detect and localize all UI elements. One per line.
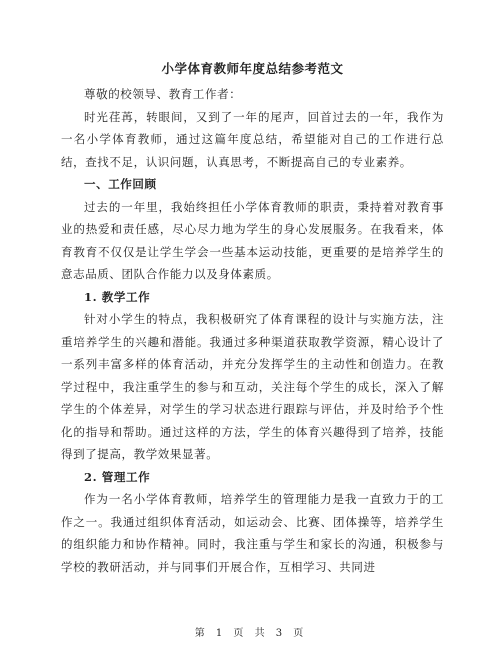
- salutation: 尊敬的校领导、教育工作者：: [84, 87, 242, 101]
- section-paragraph-work-review: 过去的一年里，我始终担任小学体育教师的职责，秉持着对教育事业的热爱和责任感，尽心尽力地为学生的身心发展服务。在我看来，体育教育不仅仅是让学生学会一些基本运动技能，更重要的是培养学生的意志品质、团队合作能力以及身体素质。: [61, 199, 444, 281]
- subsection-heading-teaching: 1. 教学工作: [84, 289, 151, 304]
- subsection-paragraph-management: 作为一名小学体育教师，培养学生的管理能力是我一直致力于的工作之一。我通过组织体育活动，如运动会、比赛、团体操等，培养学生的组织能力和协作精神。同时，我注重与学生和家长的沟通，积极参与学校的教研活动，并与同事们开展合作，互相学习、共同进: [61, 492, 444, 574]
- page-number-footer: 第 1 页 共 3 页: [194, 628, 308, 639]
- section-heading-work-review: 一、工作回顾: [84, 177, 157, 191]
- subsection-heading-management: 2. 管理工作: [84, 469, 151, 484]
- intro-paragraph: 时光荏苒，转眼间，又到了一年的尾声，回首过去的一年，我作为一名小学体育教师，通过这篇年度总结，希望能对自己的工作进行总结，查找不足，认识问题，认真思考，不断提高自己的专业素养。: [61, 109, 444, 169]
- subsection-paragraph-teaching: 针对小学生的特点，我积极研究了体育课程的设计与实施方法，注重培养学生的兴趣和潜能。我通过多种渠道获取教学资源，精心设计了一系列丰富多样的体育活动，并充分发挥学生的主动性和创造力。在教学过程中，我注重学生的参与和互动，关注每个学生的成长，深入了解学生的个体差异，对学生的学习状态进行跟踪与评估，并及时给予个性化的指导和帮助。通过这样的方法，学生的体育兴趣得到了培养，技能得到了提高，教学效果显著。: [61, 312, 444, 461]
- document-title: 小学体育教师年度总结参考范文: [161, 61, 344, 76]
